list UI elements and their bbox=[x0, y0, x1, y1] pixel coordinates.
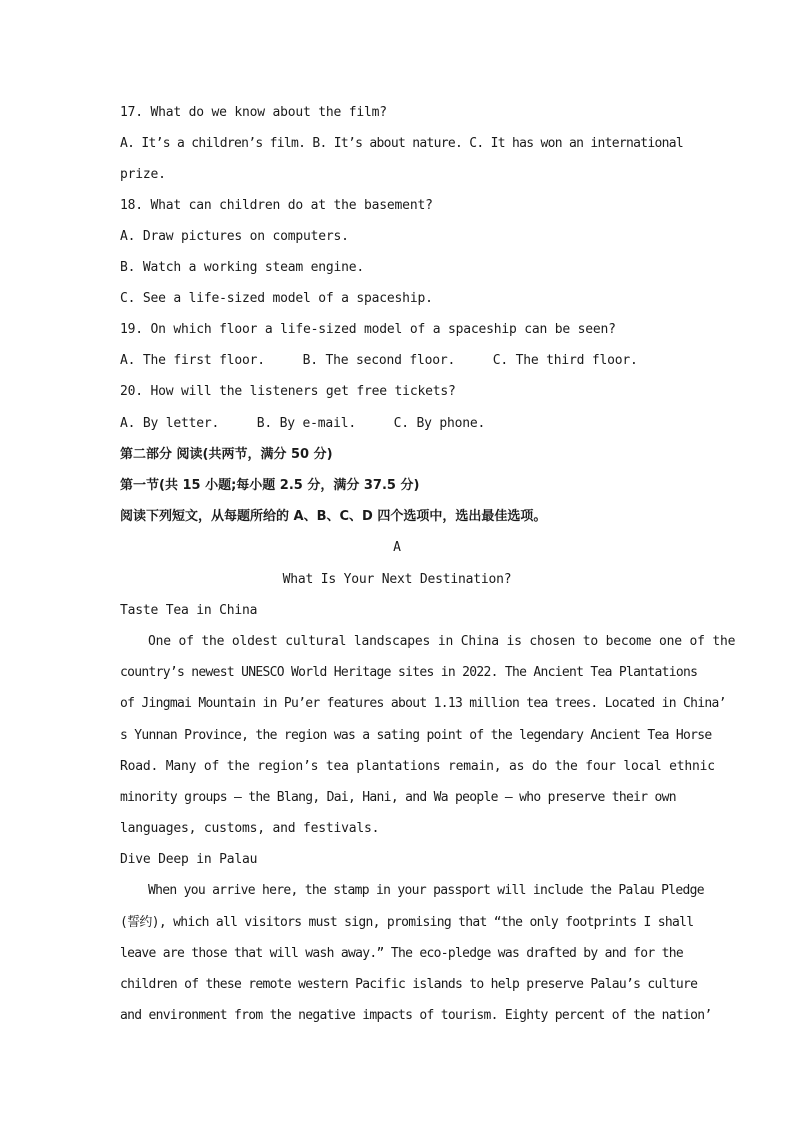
palau-paragraph-line: children of these remote western Pacific islands to help preserve Palau’s culture bbox=[120, 977, 698, 992]
question-18-option-b: B. Watch a working steam engine. bbox=[120, 260, 365, 275]
question-17-options: A. It’s a children’s film. B. It’s about nature. C. It has won an international bbox=[120, 136, 684, 151]
china-paragraph-line: country’s newest UNESCO World Heritage sites in 2022. The Ancient Tea Plantations bbox=[120, 665, 698, 680]
china-paragraph-line: languages, customs, and festivals. bbox=[120, 821, 380, 836]
question-19-option-c: C. The third floor. bbox=[492, 353, 638, 368]
question-19-option-a: A. The first floor. bbox=[120, 353, 265, 368]
question-18: 18. What can children do at the basement? bbox=[120, 198, 433, 213]
question-17-options-wrap: prize. bbox=[120, 167, 166, 182]
question-20: 20. How will the listeners get free tickets? bbox=[120, 384, 456, 399]
question-19-options bbox=[120, 352, 674, 370]
question-18-option-a: A. Draw pictures on computers. bbox=[120, 229, 349, 244]
china-paragraph-line: minority groups — the Blang, Dai, Hani, and Wa people — who preserve their own bbox=[120, 790, 676, 805]
passage-title: What Is Your Next Destination? bbox=[282, 572, 512, 587]
reading-instructions: 阅读下列短文，从每题所给的 A、B、C、D 四个选项中，选出最佳选项。 bbox=[120, 509, 547, 524]
palau-paragraph-line: When you arrive here, the stamp in your passport will include the Palau Pledge bbox=[148, 883, 704, 898]
question-20-option-a: A. By letter. bbox=[120, 416, 220, 431]
passage-label: A bbox=[393, 540, 401, 555]
question-20-option-b: B. By e-mail. bbox=[256, 416, 356, 431]
question-18-option-c: C. See a life-sized model of a spaceship. bbox=[120, 291, 433, 306]
palau-heading: Dive Deep in Palau bbox=[120, 852, 258, 867]
question-20-options bbox=[120, 415, 674, 433]
part-two-title: 第二部分 阅读(共两节，满分 50 分) bbox=[120, 447, 333, 462]
palau-paragraph-line: leave are those that will wash away.” The eco-pledge was drafted by and for the bbox=[120, 946, 684, 961]
palau-paragraph-line: (誓约), which all visitors must sign, promising that “the only footprints I shall bbox=[120, 915, 694, 930]
china-paragraph-line: of Jingmai Mountain in Pu’er features about 1.13 million tea trees. Located in China’ bbox=[120, 696, 726, 711]
china-paragraph-line: One of the oldest cultural landscapes in China is chosen to become one of the bbox=[148, 634, 736, 649]
china-paragraph-line: Road. Many of the region’s tea plantations remain, as do the four local ethnic bbox=[120, 759, 715, 774]
china-heading: Taste Tea in China bbox=[120, 603, 258, 618]
question-19: 19. On which floor a life-sized model of a spaceship can be seen? bbox=[120, 322, 616, 337]
question-20-option-c: C. By phone. bbox=[393, 416, 486, 431]
palau-paragraph-line: and environment from the negative impacts of tourism. Eighty percent of the nation’ bbox=[120, 1008, 712, 1023]
section-one-title: 第一节(共 15 小题;每小题 2.5 分，满分 37.5 分) bbox=[120, 478, 420, 493]
question-17: 17. What do we know about the film? bbox=[120, 105, 387, 120]
china-paragraph-line: s Yunnan Province, the region was a sating point of the legendary Ancient Tea Horse bbox=[120, 728, 712, 743]
question-19-option-b: B. The second floor. bbox=[302, 353, 456, 368]
